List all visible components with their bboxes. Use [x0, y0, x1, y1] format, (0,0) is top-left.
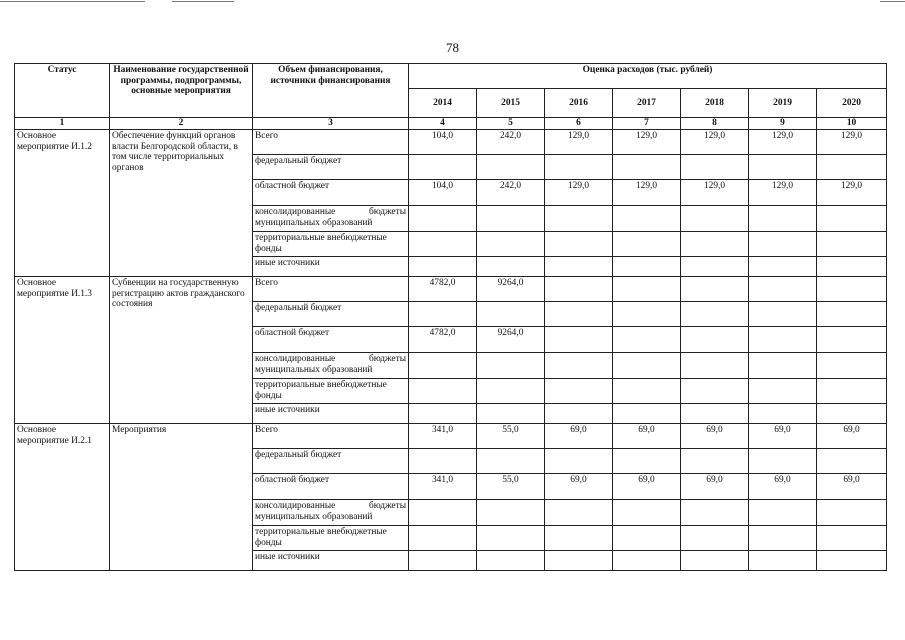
- funding-source: иные источники: [253, 551, 409, 571]
- expense-value: [477, 257, 545, 277]
- funding-source: Всего: [253, 424, 409, 449]
- expense-value: 9264,0: [477, 327, 545, 353]
- expense-value: [409, 500, 477, 526]
- expense-value: [681, 526, 749, 551]
- expense-value: 4782,0: [409, 327, 477, 353]
- funding-source: иные источники: [253, 404, 409, 424]
- expense-value: [681, 327, 749, 353]
- expense-value: [477, 379, 545, 404]
- funding-source: областной бюджет: [253, 474, 409, 500]
- expense-value: 129,0: [613, 180, 681, 206]
- funding-source: консолидированные бюджеты муниципальных образований: [253, 206, 409, 232]
- expense-value: [545, 353, 613, 379]
- expense-value: [817, 232, 887, 257]
- expense-value: [545, 277, 613, 302]
- expense-value: [749, 232, 817, 257]
- section-status: Основное мероприятие И.2.1: [15, 424, 110, 571]
- expense-value: 104,0: [409, 180, 477, 206]
- funding-source: территориальные внебюджетные фонды: [253, 379, 409, 404]
- scan-artifact-line: [0, 1, 145, 2]
- expense-value: [477, 500, 545, 526]
- expense-value: [817, 449, 887, 474]
- expense-value: [409, 206, 477, 232]
- expense-value: [613, 526, 681, 551]
- funding-source: иные источники: [253, 257, 409, 277]
- expense-value: 55,0: [477, 424, 545, 449]
- expense-value: [409, 379, 477, 404]
- expense-value: [817, 327, 887, 353]
- funding-row: [15, 277, 887, 302]
- expense-value: [409, 526, 477, 551]
- column-number: 5: [477, 118, 545, 130]
- section-status: Основное мероприятие И.1.2: [15, 130, 110, 277]
- expense-value: [749, 526, 817, 551]
- expense-value: [613, 327, 681, 353]
- expense-value: [749, 302, 817, 327]
- expense-value: [477, 353, 545, 379]
- section-name: Мероприятия: [110, 424, 253, 571]
- expense-value: [817, 277, 887, 302]
- section-name: Обеспечение функций органов власти Белгородской области, в том числе территориальных органов: [110, 130, 253, 277]
- expense-value: 104,0: [409, 130, 477, 155]
- expense-value: [545, 302, 613, 327]
- expense-value: [477, 232, 545, 257]
- expense-value: [817, 551, 887, 571]
- funding-source: территориальные внебюджетные фонды: [253, 526, 409, 551]
- expense-value: [545, 379, 613, 404]
- section-name: Субвенции на государственную регистрацию актов гражданского состояния: [110, 277, 253, 424]
- expense-value: [409, 353, 477, 379]
- expense-value: [749, 500, 817, 526]
- expense-value: [817, 206, 887, 232]
- expense-value: [681, 232, 749, 257]
- column-number: 8: [681, 118, 749, 130]
- expense-value: [477, 551, 545, 571]
- expense-value: [817, 404, 887, 424]
- expense-value: 129,0: [681, 180, 749, 206]
- funding-row: [15, 424, 887, 449]
- expense-value: [409, 449, 477, 474]
- funding-source: федеральный бюджет: [253, 155, 409, 180]
- expense-value: [681, 155, 749, 180]
- expense-value: [681, 449, 749, 474]
- column-number: 10: [817, 118, 887, 130]
- column-number: 7: [613, 118, 681, 130]
- expense-value: 55,0: [477, 474, 545, 500]
- section-status: Основное мероприятие И.1.3: [15, 277, 110, 424]
- column-number: 3: [253, 118, 409, 130]
- header-year: 2015: [477, 89, 545, 118]
- expense-value: [749, 327, 817, 353]
- expense-value: [817, 257, 887, 277]
- expense-value: 69,0: [817, 474, 887, 500]
- expense-value: [681, 353, 749, 379]
- expense-value: [681, 277, 749, 302]
- expense-value: 69,0: [613, 424, 681, 449]
- header-year: 2019: [749, 89, 817, 118]
- expense-value: [477, 449, 545, 474]
- expense-value: [749, 206, 817, 232]
- header-program-name: Наименование государственной программы, подпрограммы, основные мероприятия: [110, 64, 253, 118]
- header-year: 2018: [681, 89, 749, 118]
- expense-value: [613, 449, 681, 474]
- expense-value: 129,0: [749, 130, 817, 155]
- expense-value: 341,0: [409, 474, 477, 500]
- expense-value: [477, 206, 545, 232]
- funding-source: Всего: [253, 130, 409, 155]
- expense-value: [817, 155, 887, 180]
- column-number: 9: [749, 118, 817, 130]
- column-number: 1: [15, 118, 110, 130]
- expense-value: [817, 302, 887, 327]
- column-number: 2: [110, 118, 253, 130]
- scan-artifact-line: [880, 1, 905, 2]
- expense-value: [613, 353, 681, 379]
- expense-value: [749, 404, 817, 424]
- expense-value: [817, 353, 887, 379]
- expense-value: [477, 404, 545, 424]
- expense-value: [749, 449, 817, 474]
- expense-value: [545, 257, 613, 277]
- expense-value: 69,0: [817, 424, 887, 449]
- header-funding: Объем финансирования, источники финансирования: [253, 64, 409, 118]
- expense-value: [681, 379, 749, 404]
- expense-value: 129,0: [817, 180, 887, 206]
- expense-value: [409, 404, 477, 424]
- page-number: 78: [446, 40, 459, 55]
- header-status: Статус: [15, 64, 110, 118]
- expense-value: [681, 302, 749, 327]
- expense-value: [409, 155, 477, 180]
- column-number-row: [15, 118, 887, 130]
- expense-value: [681, 206, 749, 232]
- expense-value: [409, 302, 477, 327]
- header-expenses: Оценка расходов (тыс. рублей): [409, 64, 887, 89]
- expense-value: [817, 500, 887, 526]
- funding-source: Всего: [253, 277, 409, 302]
- expense-value: 69,0: [613, 474, 681, 500]
- expense-value: [749, 353, 817, 379]
- expense-value: 69,0: [545, 474, 613, 500]
- expense-value: 69,0: [749, 474, 817, 500]
- expense-value: [613, 155, 681, 180]
- header-year: 2020: [817, 89, 887, 118]
- expense-value: 9264,0: [477, 277, 545, 302]
- scan-artifact-line: [172, 1, 234, 2]
- expense-value: 129,0: [545, 130, 613, 155]
- expense-value: [477, 302, 545, 327]
- expense-value: [817, 379, 887, 404]
- expense-value: 129,0: [681, 130, 749, 155]
- expense-value: [749, 379, 817, 404]
- expense-value: [409, 257, 477, 277]
- expense-value: 69,0: [681, 474, 749, 500]
- expense-value: [545, 155, 613, 180]
- expense-value: [613, 232, 681, 257]
- expense-value: [545, 500, 613, 526]
- funding-source: федеральный бюджет: [253, 302, 409, 327]
- expense-value: [613, 404, 681, 424]
- funding-row: [15, 130, 887, 155]
- expense-value: [545, 327, 613, 353]
- header-year: 2014: [409, 89, 477, 118]
- expense-value: 69,0: [749, 424, 817, 449]
- expense-value: 129,0: [613, 130, 681, 155]
- expense-value: 69,0: [545, 424, 613, 449]
- expense-value: [613, 379, 681, 404]
- expense-value: [545, 526, 613, 551]
- funding-source: консолидированные бюджеты муниципальных образований: [253, 353, 409, 379]
- expense-value: 4782,0: [409, 277, 477, 302]
- expense-value: 341,0: [409, 424, 477, 449]
- expense-value: [681, 500, 749, 526]
- expense-value: [545, 449, 613, 474]
- expense-value: [613, 500, 681, 526]
- expense-value: [613, 302, 681, 327]
- expense-value: [545, 404, 613, 424]
- header-year: 2017: [613, 89, 681, 118]
- header-year: 2016: [545, 89, 613, 118]
- expense-value: [817, 526, 887, 551]
- expense-value: [613, 277, 681, 302]
- expense-value: [545, 551, 613, 571]
- expense-value: 129,0: [817, 130, 887, 155]
- funding-source: территориальные внебюджетные фонды: [253, 232, 409, 257]
- expense-value: 129,0: [749, 180, 817, 206]
- expense-value: [477, 526, 545, 551]
- expense-value: [613, 551, 681, 571]
- expense-value: [681, 551, 749, 571]
- expense-value: [545, 232, 613, 257]
- expense-value: [749, 257, 817, 277]
- funding-source: областной бюджет: [253, 327, 409, 353]
- expense-value: 242,0: [477, 180, 545, 206]
- expense-value: [749, 155, 817, 180]
- expense-value: [681, 404, 749, 424]
- table-body: [15, 130, 887, 571]
- expense-value: [749, 277, 817, 302]
- expense-value: [409, 232, 477, 257]
- expense-value: 242,0: [477, 130, 545, 155]
- expense-value: [613, 257, 681, 277]
- expense-value: [477, 155, 545, 180]
- funding-source: консолидированные бюджеты муниципальных образований: [253, 500, 409, 526]
- budget-table: [14, 63, 887, 571]
- expense-value: 129,0: [545, 180, 613, 206]
- funding-source: федеральный бюджет: [253, 449, 409, 474]
- expense-value: 69,0: [681, 424, 749, 449]
- expense-value: [681, 257, 749, 277]
- column-number: 6: [545, 118, 613, 130]
- funding-source: областной бюджет: [253, 180, 409, 206]
- expense-value: [749, 551, 817, 571]
- expense-value: [409, 551, 477, 571]
- column-number: 4: [409, 118, 477, 130]
- expense-value: [613, 206, 681, 232]
- expense-value: [545, 206, 613, 232]
